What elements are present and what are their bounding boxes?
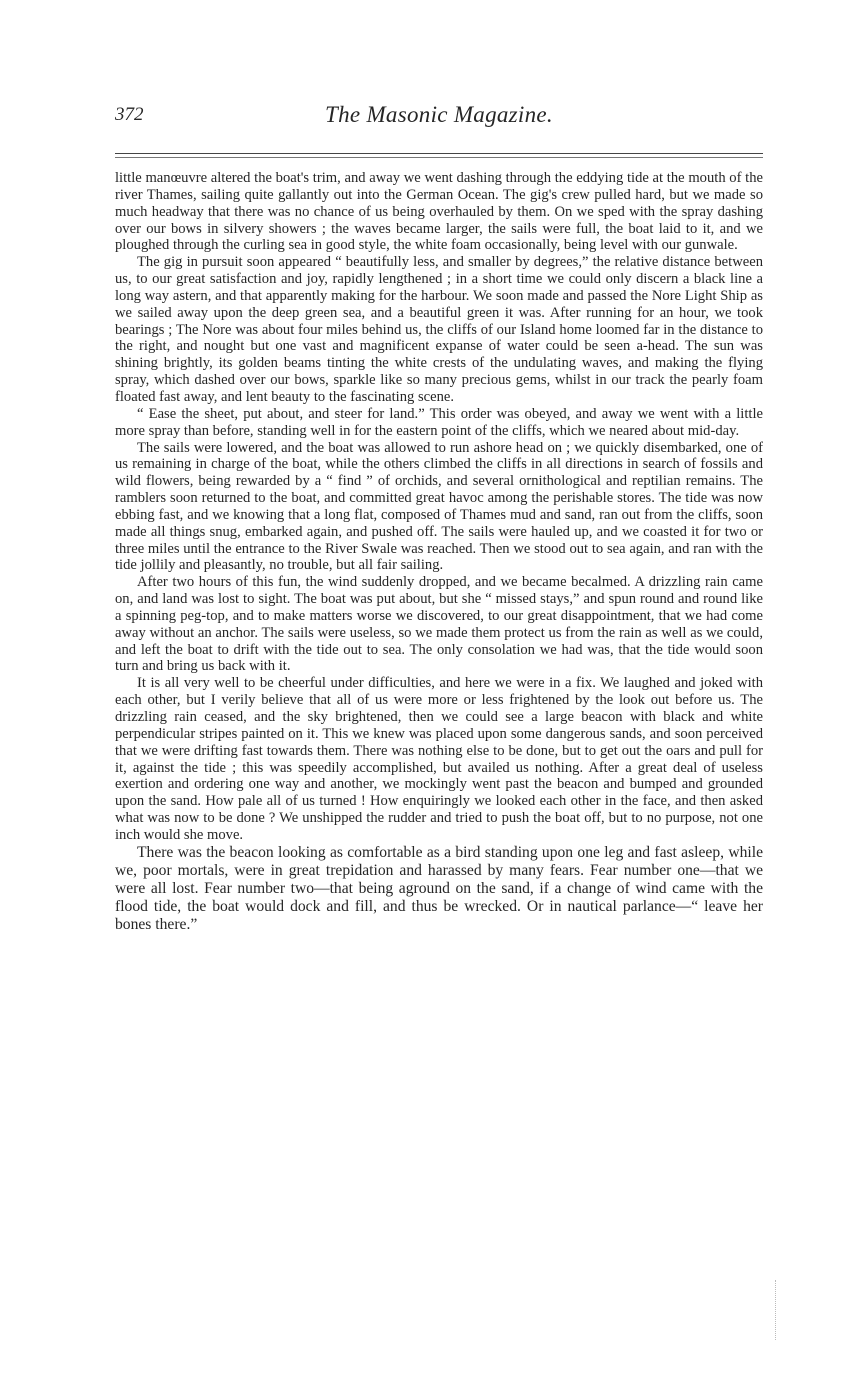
paragraph-4: The sails were lowered, and the boat was allowed to run ashore head on ; we quickly disembarked, one of us remaining in charge of the boat, while the others climbed the cliffs in all directions in search of fossils and wild flowers, being rewarded by a “ find ” of orchids, and several ornithological and reptilian remains. The ramblers soon returned to the boat, and committed great havoc among the perishable stores. The tide was now ebbing fast, and we knowing that a long flat, composed of Thames mud and sand, ran out from the cliffs, soon made all things snug, embarked again, and pushed off. The sails were hauled up, and we coasted it for two or three miles until the entrance to the River Swale was reached. Then we stood out to sea again, and ran with the tide jollily and pleasantly, no trouble, but all fair sailing.	[115, 439, 763, 574]
article-body	[115, 170, 763, 934]
paragraph-2: The gig in pursuit soon appeared “ beautifully less, and smaller by degrees,” the relative distance between us, to our great satisfaction and joy, rapidly lengthened ; in a short time we could only discern a black line a long way astern, and that apparently making for the harbour. We soon made and passed the Nore Light Ship as we sailed away upon the deep green sea, and a beautiful green it was. After running for an hour, we took bearings ; The Nore was about four miles behind us, the cliffs of our Island home loomed far in the distance to the right, and nought but one vast and magnificent expanse of water could be seen a-head. The sun was shining brightly, its golden beams tinting the white crests of the undulating waves, and making the flying spray, which dashed over our bows, sparkle like so many precious gems, whilst in our track the pearly foam floated fast away, and lent beauty to the fascinating scene.	[115, 254, 763, 405]
paragraph-6: It is all very well to be cheerful under difficulties, and here we were in a fix. We laughed and joked with each other, but I verily believe that all of us were more or less frightened by the look out before us. The drizzling rain ceased, and the sky brightened, then we could see a large beacon with black and white perpendicular stripes painted on it. This we knew was placed upon some dangerous sands, and soon perceived that we were drifting fast towards them. There was nothing else to be done, but to get out the oars and pull for it, against the tide ; this was speedily accomplished, but availed us nothing. After a great deal of useless exertion and ordering one way and another, we mockingly went past the beacon and bumped and grounded upon the sand. How pale all of us turned ! How enquiringly we looked each other in the face, and then asked what was now to be done ? We unshipped the rudder and tried to push the boat off, but to no purpose, not one inch would she move.	[115, 675, 763, 843]
page-header	[115, 104, 763, 136]
running-title: The Masonic Magazine.	[325, 102, 553, 127]
header-rule	[115, 153, 763, 154]
paragraph-7: There was the beacon looking as comfortable as a bird standing upon one leg and fast asleep, while we, poor mortals, were in great trepidation and harassed by many fears. Fear number one—that we were all lost. Fear number two—that being aground on the sand, if a change of wind came with the flood tide, the boat would dock and fill, and thus be wrecked. Or in nautical parlance—“ leave her bones there.”	[115, 843, 763, 933]
paragraph-1: little manœuvre altered the boat's trim, and away we went dashing through the eddying tide at the mouth of the river Thames, sailing quite gallantly out into the German Ocean. The gig's crew pulled hard, but we made so much headway that there was no chance of us being overhauled by them. On we sped with the spray dashing over our bows in silvery showers ; the waves became larger, the sails were full, the boat laid to it, and we ploughed through the curling sea in good style, the white foam occasionally, being level with our gunwale.	[115, 170, 763, 254]
margin-speckle	[775, 1280, 782, 1340]
paragraph-3: “ Ease the sheet, put about, and steer for land.” This order was obeyed, and away we went with a little more spray than before, standing well in for the eastern point of the cliffs, which we neared about mid-day.	[115, 405, 763, 439]
header-rule-thin	[115, 157, 763, 158]
paragraph-5: After two hours of this fun, the wind suddenly dropped, and we became becalmed. A drizzling rain came on, and land was lost to sight. The boat was put about, but she “ missed stays,” and spun round and round like a spinning peg-top, and to make matters worse we discovered, to our great disappointment, that we had come away without an anchor. The sails were useless, so we made them protect us from the rain as well as we could, and left the boat to drift with the tide out to sea. The only consolation we had was, that the tide would soon turn and bring us back with it.	[115, 574, 763, 675]
page-number: 372	[115, 104, 144, 125]
